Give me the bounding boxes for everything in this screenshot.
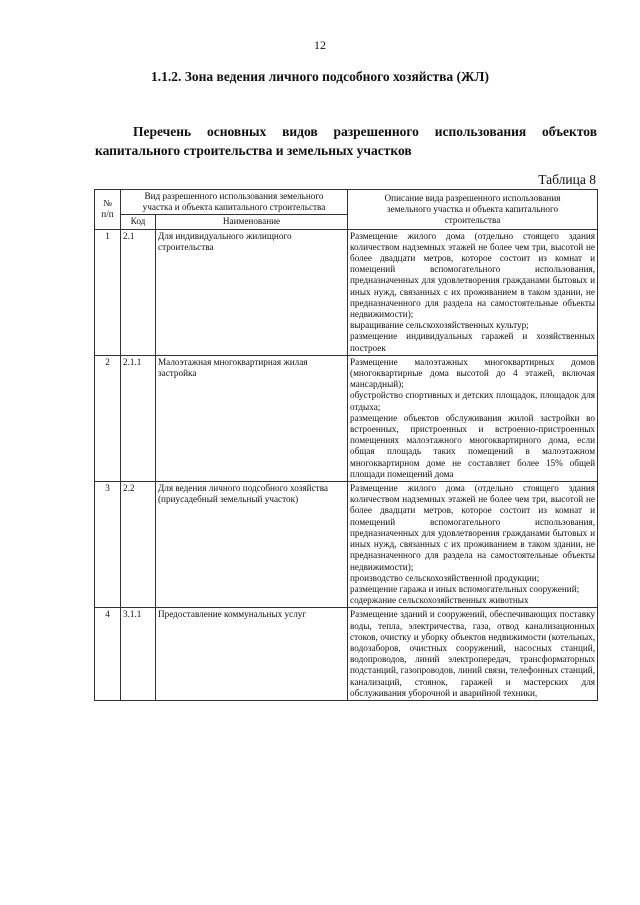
table-row [95, 608, 598, 701]
land-use-table [94, 189, 598, 701]
row-number: 4 [95, 608, 121, 701]
row-description [348, 482, 598, 608]
table-caption: Таблица 8 [538, 172, 596, 187]
description-paragraph: Размещение малоэтажных многоквартирных домов (многоквартирные дома высотой до 4 этажей, включая мансардный); [350, 356, 596, 390]
header-use-type: Вид разрешенного использования земельного участка и объекта капитального строительства [121, 190, 348, 215]
table-row [95, 229, 598, 355]
row-name: Малоэтажная многоквартирная жилая застройка [156, 355, 348, 481]
description-paragraph: размещение индивидуальных гаражей и хозяйственных построек [350, 331, 596, 353]
header-description: Описание вида разрешенного использования земельного участка и объекта капитального строительства [348, 190, 598, 230]
description-paragraph: Размещение жилого дома (отдельно стоящего здания количеством надземных этажей не более чем три, высотой не более двадцати метров, которое состоит из комнат и помещений вспомогательного использования, предназначенных для удовлетворения гражданами бытовых и иных нужд, связанных с их проживанием в таком здании, не предназначенного для раздела на самостоятельные объекты недвижимости); [350, 230, 596, 320]
list-title: Перечень основных видов разрешенного использования объектов капитального строительства и земельных участков [95, 124, 597, 158]
row-number: 2 [95, 355, 121, 481]
row-code: 2.1 [121, 229, 156, 355]
page-number: 12 [314, 38, 326, 52]
row-code: 3.1.1 [121, 608, 156, 701]
table-row [95, 482, 598, 608]
row-code: 2.1.1 [121, 355, 156, 481]
row-description [348, 229, 598, 355]
row-description [348, 355, 598, 481]
row-name: Для индивидуального жилищного строительства [156, 229, 348, 355]
header-code: Код [121, 215, 156, 229]
description-paragraph: размещение гаража и иных вспомогательных сооружений; [350, 583, 580, 594]
row-description [348, 608, 598, 701]
row-name: Для ведения личного подсобного хозяйства (приусадебный земельный участок) [156, 482, 348, 608]
description-paragraph: размещение объектов обслуживания жилой застройки во встроенных, пристроенных и встроенно-пристроенных помещениях малоэтажного многоквартирного дома, если общая площадь таких помещений в малоэтажном многоквартирном доме не составляет более 15% общей площади помещений дома [350, 412, 596, 479]
description-paragraph: обустройство спортивных и детских площадок, площадок для отдыха; [350, 390, 596, 412]
section-heading: 1.1.2. Зона ведения личного подсобного хозяйства (ЖЛ) [151, 69, 489, 84]
description-paragraph: Размещение зданий и сооружений, обеспечивающих поставку воды, тепла, электричества, газа, отвод канализационных стоков, очистку и уборку объектов недвижимости (котельных, водозаборов, очистных сооружений, насосных станций, водопроводов, линий электропередач, трансформаторных подстанций, газопроводов, линий связи, телефонных станций, канализаций, стоянок, гаражей и мастерских для обслуживания уборочной и аварийной техники, [350, 609, 596, 698]
description-paragraph: содержание сельскохозяйственных животных [350, 595, 529, 606]
header-name: Наименование [156, 215, 348, 229]
description-paragraph: выращивание сельскохозяйственных культур; [350, 320, 529, 331]
description-paragraph: производство сельскохозяйственной продукции; [350, 572, 540, 583]
row-code: 2.2 [121, 482, 156, 608]
table-row [95, 355, 598, 481]
row-number: 3 [95, 482, 121, 608]
header-number: № п/п [95, 190, 121, 230]
description-paragraph: Размещение жилого дома (отдельно стоящего здания количеством надземных этажей не более чем три, высотой не более двадцати метров, которое состоит из комнат и помещений вспомогательного использования, предназначенных для удовлетворения гражданами бытовых и иных нужд, связанных с их проживанием в таком здании, не предназначенного для раздела на самостоятельные объекты недвижимости); [350, 483, 596, 572]
row-number: 1 [95, 229, 121, 355]
row-name: Предоставление коммунальных услуг [156, 608, 348, 701]
